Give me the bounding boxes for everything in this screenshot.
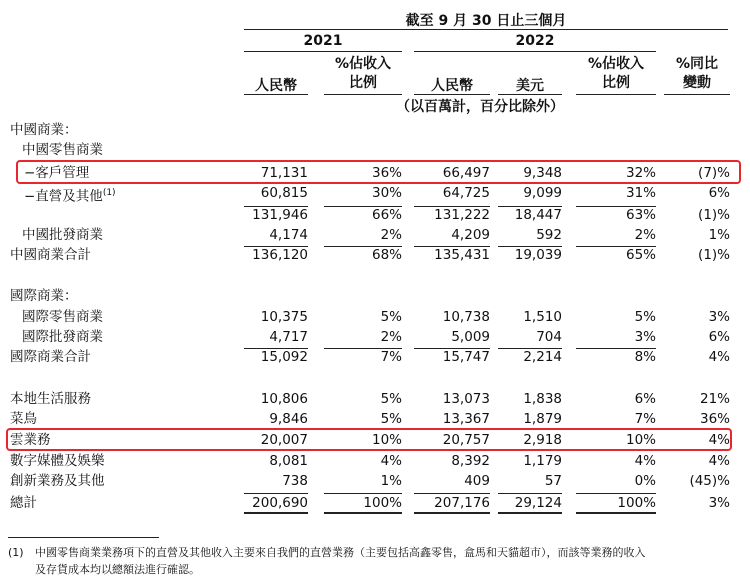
row-label-text: 雲業務 (10, 432, 51, 448)
col-yoy-line2: 變動 (683, 75, 711, 91)
row-value: 57 (544, 473, 562, 489)
row-value: 9,846 (269, 411, 308, 427)
row-value: 7% (380, 349, 402, 365)
grand-total-top-usd-2022 (498, 493, 562, 494)
row-label-text: 國際商業合計 (10, 349, 91, 365)
row-value: 10,806 (260, 391, 308, 407)
row-value: 6% (708, 185, 730, 201)
col-rmb-2021: 人民幣 (255, 78, 297, 94)
row-label (22, 308, 103, 326)
row-value: 13,073 (442, 391, 490, 407)
row-value: 4% (380, 453, 402, 469)
highlight-box-customer-management (16, 160, 741, 184)
subtotal-line-pct-2021 (324, 206, 402, 207)
row-label-text: 國際零售商業 (22, 309, 103, 325)
row-value: 131,222 (434, 207, 490, 223)
row-label (22, 226, 103, 244)
year-2022-header: 2022 (515, 33, 555, 49)
row-value: 36% (371, 165, 402, 181)
row-label (10, 494, 37, 512)
row-value: 10,738 (442, 309, 490, 325)
china-total-line-rmb-2021 (244, 246, 308, 247)
row-label (10, 121, 78, 139)
col-underline-pct-2022 (576, 94, 656, 95)
row-value: 31% (625, 185, 656, 201)
row-label (10, 390, 91, 408)
row-value: 36% (699, 411, 730, 427)
intl-total-line-rmb-2021 (244, 348, 308, 349)
row-value: 5% (380, 391, 402, 407)
row-value: 136,120 (252, 247, 308, 263)
grand-total-bottom-pct-2022 (576, 512, 656, 514)
row-value: 0% (634, 473, 656, 489)
row-value: 64,725 (442, 185, 490, 201)
intl-total-line-usd-2022 (498, 348, 562, 349)
row-value: 135,431 (434, 247, 490, 263)
grand-total-bottom-usd-2022 (498, 512, 562, 514)
grand-total-bottom-rmb-2022 (414, 512, 490, 514)
china-total-line-rmb-2022 (414, 246, 490, 247)
row-value: 592 (536, 227, 562, 243)
row-value: 2,214 (523, 349, 562, 365)
footnote-reference: (1) (102, 188, 116, 198)
col-pct-rev-2021-line2: 比例 (349, 75, 377, 91)
row-label-text: 中國商業合計 (10, 247, 91, 263)
row-value: 71,131 (260, 165, 308, 181)
row-value: 100% (617, 495, 656, 511)
row-value: 4% (708, 453, 730, 469)
row-label (10, 287, 78, 305)
row-value: 4% (708, 432, 730, 448)
row-value: 3% (634, 329, 656, 345)
row-label (10, 452, 105, 470)
china-total-line-pct-2022 (576, 246, 656, 247)
row-value: 1,879 (523, 411, 562, 427)
subtotal-line-pct-2022 (576, 206, 656, 207)
subtotal-line-usd-2022 (498, 206, 562, 207)
col-underline-pct-2021 (324, 94, 402, 95)
period-header: 截至 9 月 30 日止三個月 (405, 13, 567, 29)
row-value: 15,747 (442, 349, 490, 365)
row-value: 8,392 (451, 453, 490, 469)
row-label-text: 中國商業： (10, 122, 78, 138)
grand-total-top-rmb-2021 (244, 493, 308, 494)
row-value: (7)% (698, 165, 730, 181)
row-value: 2% (634, 227, 656, 243)
row-value: 6% (708, 329, 730, 345)
intl-total-line-pct-2021 (324, 348, 402, 349)
year-2021-header: 2021 (303, 33, 343, 49)
col-usd-2022: 美元 (516, 78, 544, 94)
row-value: 2% (380, 329, 402, 345)
row-label (10, 246, 91, 264)
row-value: (45)% (689, 473, 730, 489)
row-value: 738 (282, 473, 308, 489)
china-total-line-pct-2021 (324, 246, 402, 247)
row-value: 5% (380, 411, 402, 427)
row-value: 21% (699, 391, 730, 407)
col-underline-usd-2022 (498, 94, 562, 95)
col-pct-rev-2022-line2: 比例 (602, 75, 630, 91)
row-label (22, 141, 103, 159)
row-label (10, 410, 37, 428)
row-value: 7% (634, 411, 656, 427)
row-label (24, 184, 116, 206)
row-value: 1% (380, 473, 402, 489)
row-value: 4% (634, 453, 656, 469)
row-value: 29,124 (514, 495, 562, 511)
col-yoy-line1: %同比 (675, 56, 719, 72)
row-value: 2,918 (523, 432, 562, 448)
highlight-box-cloud-business (6, 428, 732, 451)
row-value: 4,209 (451, 227, 490, 243)
row-value: (1)% (698, 207, 730, 223)
row-label-text: 菜鳥 (10, 411, 37, 427)
col-yoy (664, 55, 730, 93)
row-value: 20,007 (260, 432, 308, 448)
row-value: 1,179 (523, 453, 562, 469)
row-value: 10% (625, 432, 656, 448)
intl-total-line-rmb-2022 (414, 348, 490, 349)
row-label-text: 中國批發商業 (22, 227, 103, 243)
row-value: 409 (464, 473, 490, 489)
row-label-text: −客戶管理 (24, 165, 90, 181)
row-value: 1% (708, 227, 730, 243)
row-value: 68% (371, 247, 402, 263)
row-value: 6% (634, 391, 656, 407)
row-value: 704 (536, 329, 562, 345)
row-value: 63% (625, 207, 656, 223)
footnote-separator (8, 537, 159, 538)
row-value: 5% (380, 309, 402, 325)
row-value: 10,375 (260, 309, 308, 325)
grand-total-top-pct-2021 (324, 493, 402, 494)
year-2021-underline (244, 51, 402, 52)
row-value: 13,367 (442, 411, 490, 427)
row-value: 1,510 (523, 309, 562, 325)
row-value: 3% (708, 309, 730, 325)
row-value: 5% (634, 309, 656, 325)
row-value: 10% (371, 432, 402, 448)
row-value: 18,447 (514, 207, 562, 223)
row-value: 9,348 (523, 165, 562, 181)
row-value: 1,838 (523, 391, 562, 407)
row-value: (1)% (698, 247, 730, 263)
col-rmb-2022: 人民幣 (431, 78, 473, 94)
unit-note: （以百萬計，百分比除外） (396, 99, 564, 115)
row-value: 32% (625, 165, 656, 181)
col-underline-rmb-2022 (414, 94, 490, 95)
row-value: 15,092 (260, 349, 308, 365)
row-value: 65% (625, 247, 656, 263)
row-value: 2% (380, 227, 402, 243)
row-value: 60,815 (260, 185, 308, 201)
col-pct-rev-2022 (576, 55, 656, 93)
row-value: 66,497 (442, 165, 490, 181)
row-label (10, 348, 91, 366)
row-value: 8% (634, 349, 656, 365)
grand-total-bottom-rmb-2021 (244, 512, 308, 514)
row-label (10, 472, 105, 490)
period-underline (244, 29, 728, 30)
subtotal-line-rmb-2022 (414, 206, 490, 207)
col-pct-rev-2021-line1: %佔收入 (334, 56, 392, 72)
col-pct-rev-2022-line1: %佔收入 (587, 56, 645, 72)
row-label (22, 328, 103, 346)
row-label-text: 總計 (10, 495, 37, 511)
row-label-text: 國際商業： (10, 288, 78, 304)
footnote-line1: 中國零售商業業務項下的直營及其他收入主要來自我們的直營業務（主要包括高鑫零售，盒馬和天貓超市），而該等業務的收入 (35, 546, 646, 559)
grand-total-top-rmb-2022 (414, 493, 490, 494)
row-label-text: 國際批發商業 (22, 329, 103, 345)
footnote-marker: (1) (8, 546, 24, 559)
row-value: 66% (371, 207, 402, 223)
row-value: 20,757 (442, 432, 490, 448)
col-pct-rev-2021 (324, 55, 402, 93)
row-value: 19,039 (514, 247, 562, 263)
grand-total-bottom-pct-2021 (324, 512, 402, 514)
col-underline-rmb-2021 (244, 94, 308, 95)
row-value: 131,946 (252, 207, 308, 223)
row-label-text: 中國零售商業 (22, 142, 103, 158)
subtotal-line-rmb-2021 (244, 206, 308, 207)
intl-total-line-pct-2022 (576, 348, 656, 349)
row-value: 8,081 (269, 453, 308, 469)
row-value: 5,009 (451, 329, 490, 345)
row-label-text: −直營及其他 (24, 188, 103, 205)
grand-total-top-pct-2022 (576, 493, 656, 494)
row-value: 100% (363, 495, 402, 511)
row-value: 9,099 (523, 185, 562, 201)
row-label-text: 本地生活服務 (10, 391, 91, 407)
footnote-line2: 及存貨成本均以總額法進行確認。 (35, 563, 200, 576)
row-value: 200,690 (252, 495, 308, 511)
row-value: 3% (708, 495, 730, 511)
row-value: 207,176 (434, 495, 490, 511)
row-value: 30% (371, 185, 402, 201)
row-label-text: 數字媒體及娛樂 (10, 453, 105, 469)
year-2022-underline (414, 51, 656, 52)
row-value: 4% (708, 349, 730, 365)
row-label-text: 創新業務及其他 (10, 473, 105, 489)
china-total-line-usd-2022 (498, 246, 562, 247)
row-value: 4,174 (269, 227, 308, 243)
col-underline-yoy (664, 94, 730, 95)
row-value: 4,717 (269, 329, 308, 345)
